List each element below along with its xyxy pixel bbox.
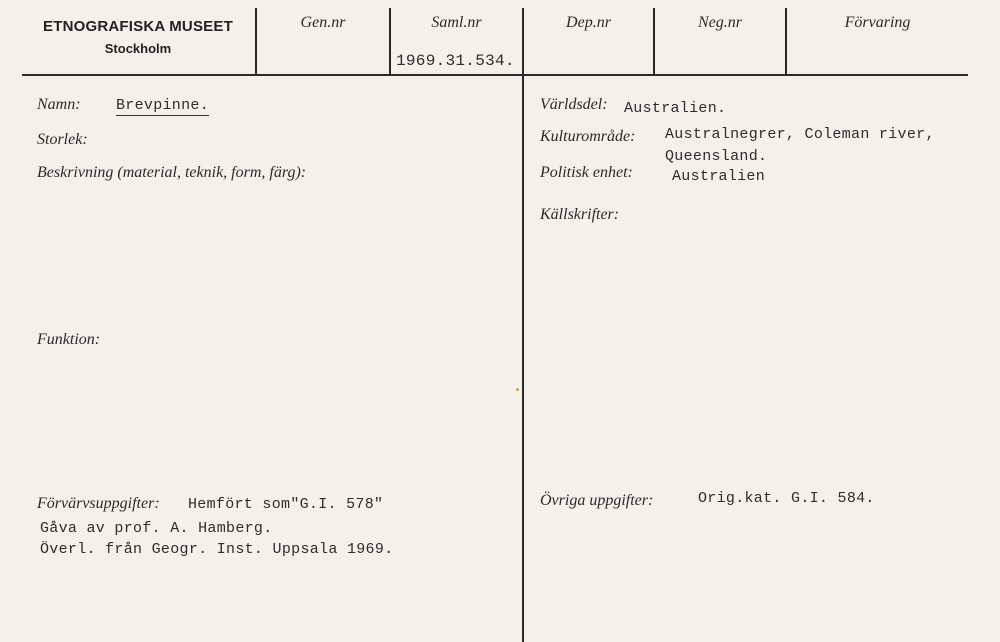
saml-nr-header: Saml.nr	[431, 14, 482, 31]
forvaring-header: Förvaring	[844, 14, 911, 31]
storlek-label: Storlek:	[37, 131, 88, 148]
museum-name: ETNOGRAFISKA MUSEET	[43, 18, 233, 35]
ovriga-value: Orig.kat. G.I. 584.	[698, 490, 875, 507]
kallskrifter-label: Källskrifter:	[540, 206, 620, 223]
forvarv-line: Hemfört som"G.I. 578"	[188, 496, 384, 513]
politisk-value: Australien	[672, 168, 766, 185]
neg-nr-header: Neg.nr	[698, 14, 742, 31]
forvarv-line: Överl. från Geogr. Inst. Uppsala 1969.	[40, 541, 394, 558]
funktion-label: Funktion:	[37, 331, 101, 348]
paper-speck	[516, 388, 519, 391]
saml-nr-value: 1969.31.534.	[396, 52, 515, 70]
header-rule	[22, 74, 968, 76]
museum-city: Stockholm	[104, 41, 172, 56]
varldsdel-label: Världsdel:	[540, 96, 608, 113]
museum-heading	[22, 18, 254, 56]
center-divider	[522, 74, 524, 642]
forvarv-line: Gåva av prof. A. Hamberg.	[40, 520, 273, 537]
beskrivning-label: Beskrivning (material, teknik, form, färg):	[37, 164, 307, 181]
politisk-label: Politisk enhet:	[540, 164, 633, 181]
ovriga-label: Övriga uppgifter:	[540, 492, 654, 509]
kulturomrade-line: Queensland.	[665, 148, 768, 165]
namn-label: Namn:	[37, 96, 81, 113]
namn-value: Brevpinne.	[116, 97, 210, 114]
gen-nr-header: Gen.nr	[300, 14, 346, 31]
kulturomrade-line: Australnegrer, Coleman river,	[665, 126, 935, 143]
kulturomrade-label: Kulturområde:	[540, 128, 636, 145]
dep-nr-header: Dep.nr	[566, 14, 611, 31]
varldsdel-value: Australien.	[624, 100, 727, 117]
forvarv-label: Förvärvsuppgifter:	[37, 495, 160, 512]
